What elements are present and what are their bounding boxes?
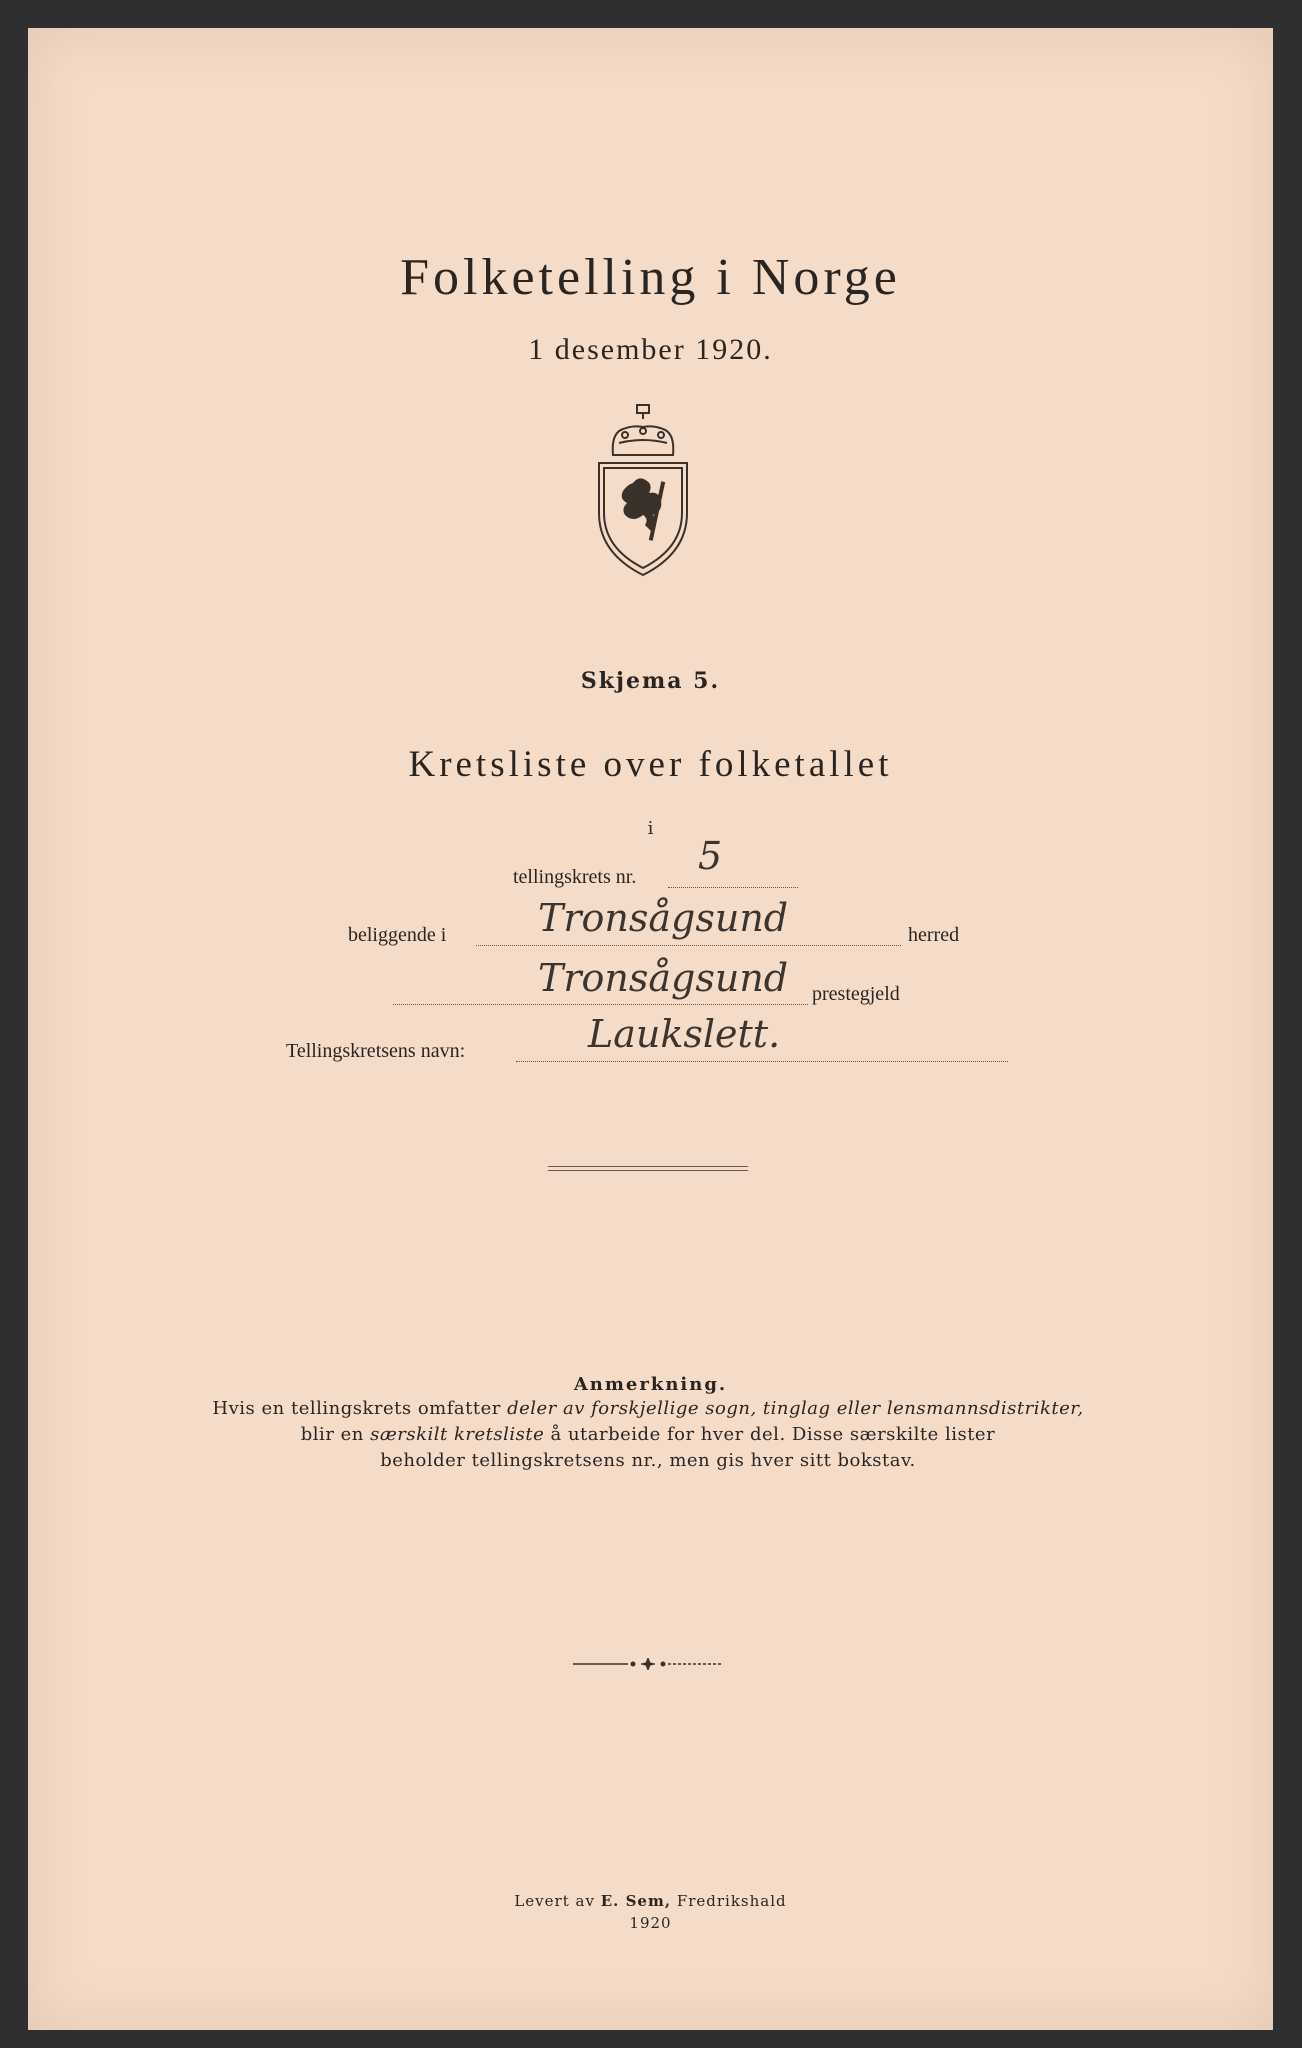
location-value: Tronsågsund — [538, 896, 789, 940]
note-line-3: beholder tellingskretsens nr., men gis hver sitt bokstav. — [380, 1450, 916, 1471]
note-line-1 — [208, 1396, 1088, 1422]
district-name-label: Tellingskretsens navn: — [286, 1040, 466, 1062]
schema-number: Skjema 5. — [580, 668, 721, 694]
printer-prefix: Levert av — [514, 1892, 601, 1910]
district-number-line — [668, 886, 798, 888]
divider-rule — [548, 1166, 748, 1171]
printer-imprint — [28, 1890, 1273, 1934]
district-number-label: tellingskrets nr. — [513, 866, 637, 888]
note-body — [208, 1396, 1088, 1474]
note-line-1-text: Hvis en tellingskrets omfatter — [212, 1398, 508, 1419]
note-line-2-italic: særskilt kretsliste — [370, 1424, 545, 1445]
note-line-2 — [208, 1422, 1088, 1448]
location-label: beliggende i — [348, 924, 447, 946]
note-title: Anmerkning. — [573, 1374, 728, 1395]
printer-line-1 — [28, 1890, 1273, 1912]
note-line-2-text-c: å utarbeide for hver del. Disse særskilte lister — [544, 1424, 996, 1445]
ornament-divider-icon — [573, 1658, 723, 1670]
form-heading: Kretsliste over folketallet — [408, 744, 893, 785]
herred-label: herred — [908, 924, 960, 946]
district-number-value: 5 — [698, 834, 723, 878]
printer-city: Fredrikshald — [671, 1892, 787, 1910]
parish-line — [393, 1003, 808, 1005]
district-name-value: Laukslett. — [588, 1012, 781, 1056]
note-line-1-italic: deler av forskjellige sogn, tinglag eller lensmannsdistrikter, — [507, 1398, 1084, 1419]
census-date: 1 desember 1920. — [528, 333, 773, 366]
parish-label: prestegjeld — [812, 983, 900, 1005]
census-form-page — [28, 28, 1273, 2030]
location-line — [476, 944, 901, 946]
page-title: Folketelling i Norge — [400, 249, 901, 306]
preposition-text: i — [647, 818, 654, 839]
printer-year: 1920 — [629, 1914, 672, 1932]
parish-value: Tronsågsund — [538, 956, 789, 1000]
note-line-2-text-a: blir en — [300, 1424, 371, 1445]
district-name-line — [516, 1060, 1008, 1062]
norwegian-coat-of-arms-icon — [593, 403, 693, 578]
printer-name: E. Sem, — [600, 1892, 672, 1910]
